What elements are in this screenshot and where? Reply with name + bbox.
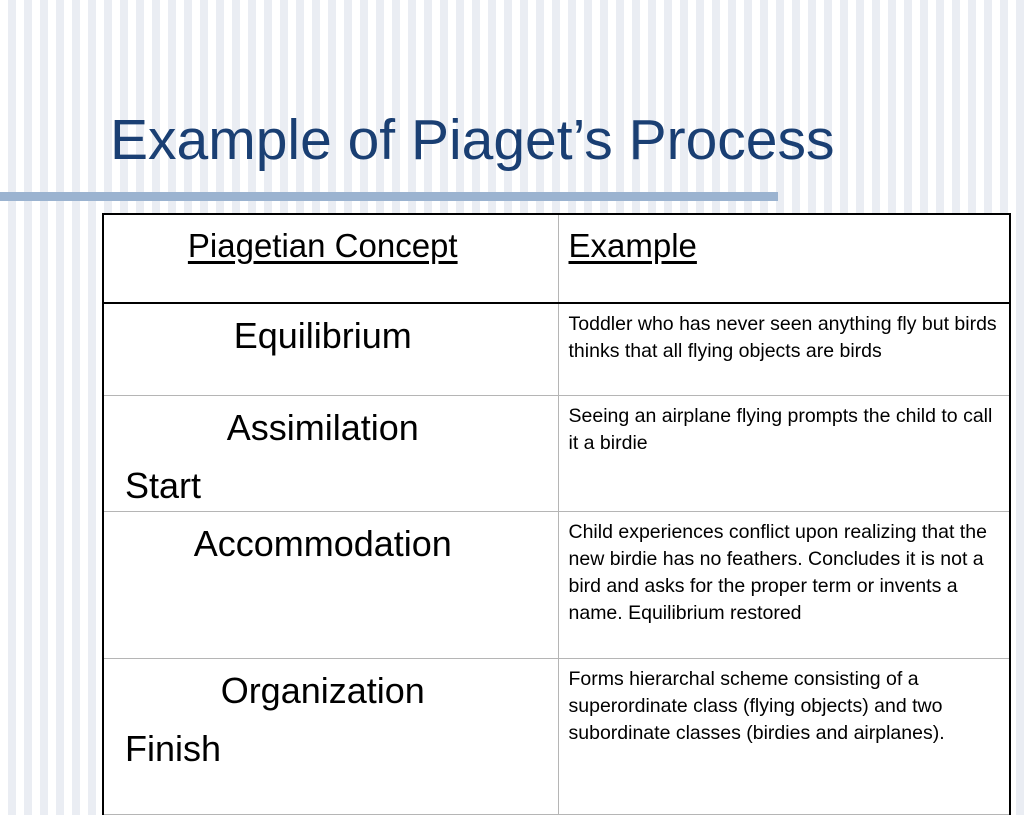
example-cell: [558, 395, 1010, 511]
table-row-organization: [103, 658, 1010, 814]
example-cell: [558, 658, 1010, 814]
title-underline-rule: [0, 192, 778, 201]
table-row-assimilation: [103, 395, 1010, 511]
slide-title: Example of Piaget’s Process: [110, 108, 835, 172]
concept-organization: Organization: [220, 669, 425, 711]
example-organization: Forms hierarchal scheme consisting of a superordinate class (flying objects) and two subordinate classes (birdies and airplanes).: [568, 667, 945, 744]
table-header-row: [103, 214, 1010, 303]
piaget-process-table: [102, 213, 1011, 815]
concept-equilibrium: Equilibrium: [233, 315, 412, 356]
concept-cell: [103, 511, 558, 658]
concept-accommodation: Accommodation: [193, 522, 452, 564]
concept-cell: [103, 395, 558, 511]
header-cell-example: [558, 214, 1010, 303]
example-equilibrium: Toddler who has never seen anything fly but birds thinks that all flying objects are birds: [568, 313, 997, 362]
example-cell: [558, 511, 1010, 658]
table-row-accommodation: [103, 511, 1010, 658]
note-finish: Finish: [125, 727, 222, 769]
note-start: Start: [125, 464, 202, 506]
header-concept-label: Piagetian Concept: [187, 227, 458, 264]
concept-cell: [103, 303, 558, 395]
example-assimilation: Seeing an airplane flying prompts the child to call it a birdie: [568, 404, 993, 454]
concept-assimilation: Assimilation: [226, 406, 419, 448]
example-cell: [558, 303, 1010, 395]
header-example-label: Example: [568, 227, 697, 264]
header-cell-concept: [103, 214, 558, 303]
concept-cell: [103, 658, 558, 814]
example-accommodation: Child experiences conflict upon realizing that the new birdie has no feathers. Concludes it is not a bird and asks for the proper term or invents a name. Equilibrium restored: [568, 520, 987, 624]
table-row-equilibrium: [103, 303, 1010, 395]
